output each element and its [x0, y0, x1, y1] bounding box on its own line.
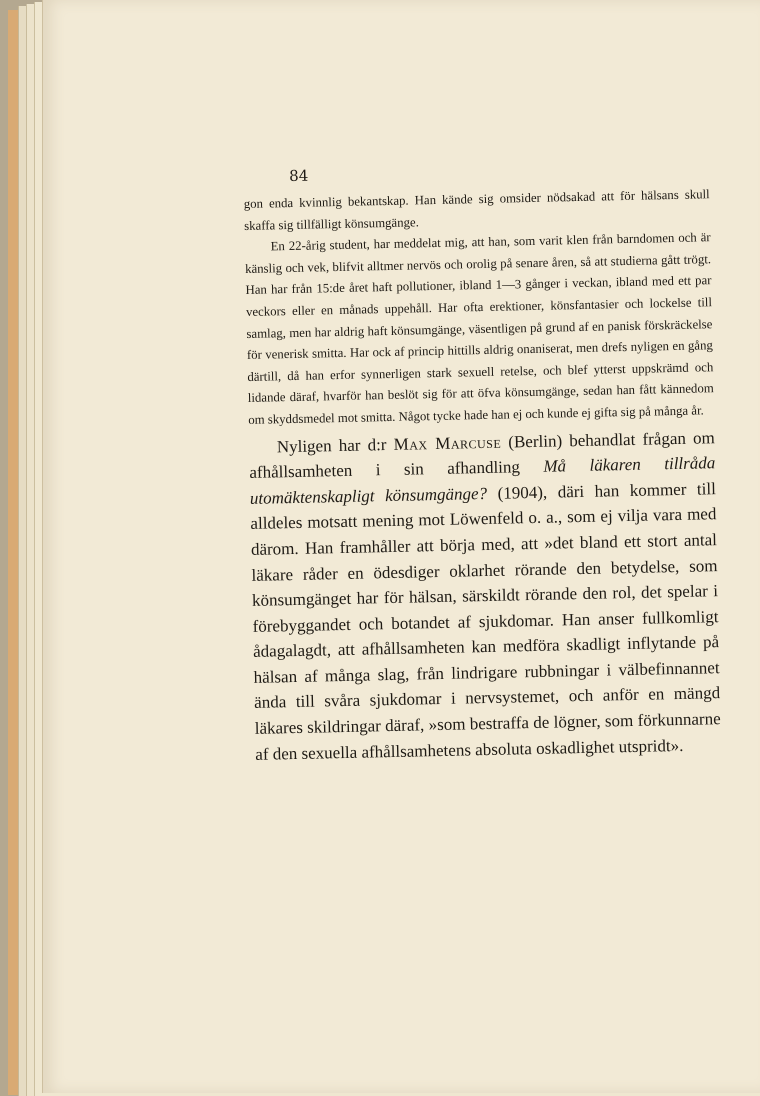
- small-print-section: [244, 184, 715, 431]
- book-page: [42, 0, 760, 1093]
- page-number: 84: [288, 166, 309, 186]
- main-text: (1904), däri han kommer till alldeles motsatt mening mot Löwenfeld o. a., som ej vilja vara med därom. Han framhåller att börja med, att »det bland ett stort antal läkare råder en ödesdiger oklarhet rörande den betydelse, som könsumgänget har för hälsan, särskildt rörande den rol, det spelar i förebyggandet och botandet af sjukdomar. Han anser fullkomligt ådagalagdt, att afhållsamheten kan medföra skadligt inflytande på hälsan af många slag, från lindrigare rubbningar i välbefinnannet ända till svåra sjukdomar i nervsystemet, och anför en mängd läkares skildringar däraf, »som bestraffa de lögner, som förkunnarne af den sexuella afhållsamhetens absoluta oskadlighet utspridt».: [250, 478, 721, 764]
- small-paragraph: En 22-årig student, har meddelat mig, att han, som varit klen från barndomen och är känslig och vek, blifvit alltmer nervös och orolig på senare åren, så att studierna gått trögt. Han har från 15:de året haft pollutioner, ibland 1—3 gånger i veckan, ibland med ett par veckors eller en månads uppehåll. Har ofta erektioner, könsfantasier och lockelse till samlag, men har aldrig haft könsumgänge, väsentligen på grund af en panisk förskräckelse för venerisk smitta. Har ock af princip hittills aldrig onaniserat, men drefs nyligen en gång därtill, då han erfor synnerligen stark sexuell retelse, och blef ytterst uppskrämd och lidande däraf, hvarför han beslöt sig för att öfva könsumgänge, sedan han fått kännedom om skyddsmedel mot smitta. Något tycke hade han ej och kunde ej gifta sig på många år.: [244, 230, 714, 427]
- author-name: Max Marcuse: [393, 432, 502, 454]
- main-text-section: [249, 425, 722, 767]
- small-paragraph: gon enda kvinnlig bekantskap. Han kände sig omsider nödsakad att för hälsans skull skaffa sig tillfälligt könsumgänge.: [243, 187, 710, 233]
- work-title: Må läkaren tillråda utomäktenskapligt könsumgänge?: [249, 453, 716, 508]
- main-paragraph: [249, 425, 722, 767]
- main-text: (Berlin) behandlat frågan om afhållsamheten i sin afhandling: [249, 427, 715, 483]
- main-text: Nyligen har d:r: [276, 434, 394, 456]
- page-content: [243, 158, 721, 767]
